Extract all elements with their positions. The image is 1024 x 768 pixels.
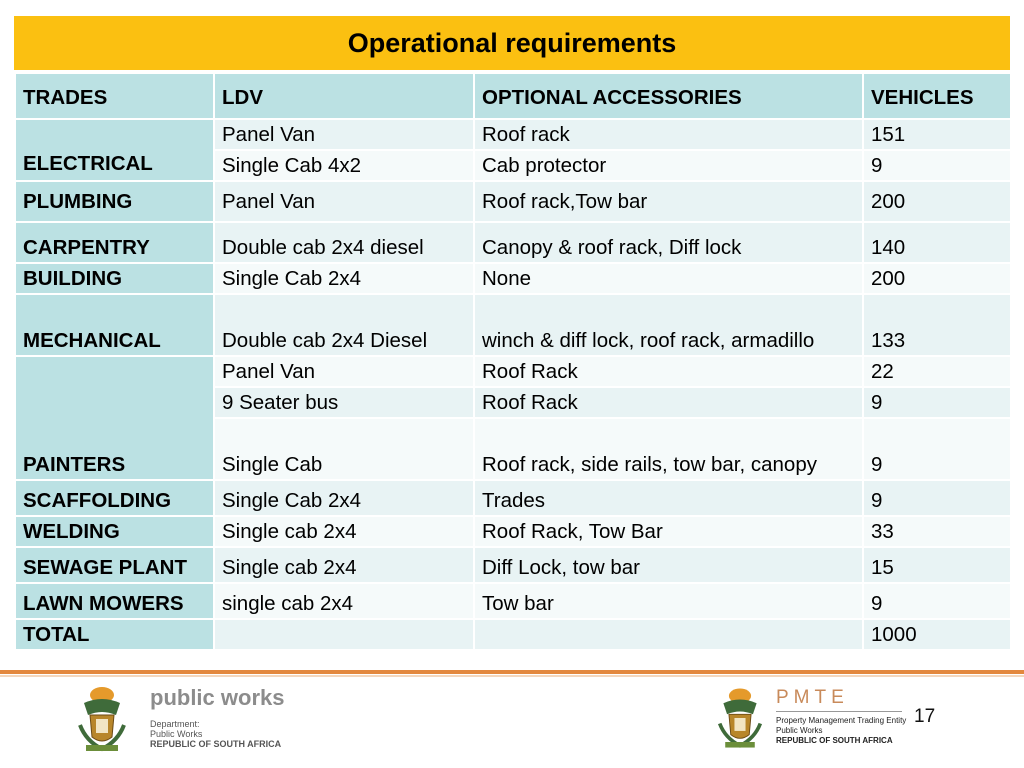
- vehicles-cell: 15: [863, 547, 1011, 583]
- ldv-cell: Single Cab 2x4: [214, 480, 474, 516]
- table-row: [15, 583, 1011, 619]
- vehicles-cell: 9: [863, 387, 1011, 418]
- table-row: [15, 222, 1011, 263]
- pmte-line-3: REPUBLIC OF SOUTH AFRICA: [776, 736, 893, 745]
- table-row: [15, 181, 1011, 222]
- vehicles-cell: 1000: [863, 619, 1011, 650]
- table-row: [15, 516, 1011, 547]
- accessories-cell: Roof Rack: [474, 387, 863, 418]
- vehicles-cell: 151: [863, 119, 1011, 150]
- accessories-cell: None: [474, 263, 863, 294]
- vehicles-cell: 9: [863, 583, 1011, 619]
- table-header-row: [15, 73, 1011, 119]
- accessories-cell: Roof rack,Tow bar: [474, 181, 863, 222]
- ldv-cell: Single Cab: [214, 418, 474, 480]
- table-row: [15, 547, 1011, 583]
- pmte-logo: [716, 684, 916, 756]
- header-trades: TRADES: [15, 73, 214, 119]
- coat-of-arms-icon: [76, 685, 128, 753]
- accessories-cell: Roof Rack, Tow Bar: [474, 516, 863, 547]
- ldv-cell: Single Cab 2x4: [214, 263, 474, 294]
- page-number: 17: [914, 706, 936, 727]
- public-works-wordmark: public works: [150, 685, 285, 710]
- pmte-divider: [776, 711, 902, 712]
- requirements-table: [14, 72, 1012, 651]
- ldv-cell: Panel Van: [214, 119, 474, 150]
- ldv-cell: Single Cab 4x2: [214, 150, 474, 181]
- public-works-logo: [76, 685, 286, 755]
- trade-cell: TOTAL: [15, 619, 214, 650]
- accessories-cell: Roof rack: [474, 119, 863, 150]
- vehicles-cell: 133: [863, 294, 1011, 356]
- trade-cell: SEWAGE PLANT: [15, 547, 214, 583]
- accessories-cell: Diff Lock, tow bar: [474, 547, 863, 583]
- accessories-cell: Roof Rack: [474, 356, 863, 387]
- footer-divider: [0, 670, 1024, 674]
- accessories-cell: Tow bar: [474, 583, 863, 619]
- table-row: [15, 480, 1011, 516]
- table-row: [15, 119, 1011, 150]
- accessories-cell: [474, 619, 863, 650]
- ldv-cell: Single cab 2x4: [214, 547, 474, 583]
- ldv-cell: [214, 619, 474, 650]
- pmte-line-1: Property Management Trading Entity: [776, 716, 907, 725]
- trade-cell: CARPENTRY: [15, 222, 214, 263]
- public-works-line-2: Public Works: [150, 729, 203, 739]
- table-row: [15, 294, 1011, 356]
- ldv-cell: 9 Seater bus: [214, 387, 474, 418]
- header-vehicles: VEHICLES: [863, 73, 1011, 119]
- header-ldv: LDV: [214, 73, 474, 119]
- vehicles-cell: 9: [863, 418, 1011, 480]
- vehicles-cell: 22: [863, 356, 1011, 387]
- accessories-cell: Cab protector: [474, 150, 863, 181]
- table-row: [15, 263, 1011, 294]
- accessories-cell: Trades: [474, 480, 863, 516]
- trade-cell: PLUMBING: [15, 181, 214, 222]
- footer-divider-light: [0, 675, 1024, 677]
- vehicles-cell: 140: [863, 222, 1011, 263]
- trade-cell: SCAFFOLDING: [15, 480, 214, 516]
- trade-cell: PAINTERS: [15, 356, 214, 480]
- vehicles-cell: 33: [863, 516, 1011, 547]
- accessories-cell: winch & diff lock, roof rack, armadillo: [474, 294, 863, 356]
- pmte-wordmark: PMTE: [776, 687, 849, 708]
- vehicles-cell: 9: [863, 150, 1011, 181]
- ldv-cell: Panel Van: [214, 356, 474, 387]
- ldv-cell: Panel Van: [214, 181, 474, 222]
- vehicles-cell: 200: [863, 263, 1011, 294]
- header-optional-accessories: OPTIONAL ACCESSORIES: [474, 73, 863, 119]
- ldv-cell: single cab 2x4: [214, 583, 474, 619]
- pmte-line-2: Public Works: [776, 726, 823, 735]
- table-row: [15, 356, 1011, 387]
- slide-title: Operational requirements: [14, 16, 1010, 70]
- ldv-cell: Single cab 2x4: [214, 516, 474, 547]
- trade-cell: BUILDING: [15, 263, 214, 294]
- coat-of-arms-icon: [716, 684, 764, 752]
- accessories-cell: Roof rack, side rails, tow bar, canopy: [474, 418, 863, 480]
- public-works-line-3: REPUBLIC OF SOUTH AFRICA: [150, 739, 282, 749]
- trade-cell: WELDING: [15, 516, 214, 547]
- accessories-cell: Canopy & roof rack, Diff lock: [474, 222, 863, 263]
- trade-cell: MECHANICAL: [15, 294, 214, 356]
- ldv-cell: Double cab 2x4 Diesel: [214, 294, 474, 356]
- vehicles-cell: 9: [863, 480, 1011, 516]
- ldv-cell: Double cab 2x4 diesel: [214, 222, 474, 263]
- vehicles-cell: 200: [863, 181, 1011, 222]
- trade-cell: LAWN MOWERS: [15, 583, 214, 619]
- public-works-line-1: Department:: [150, 719, 200, 729]
- trade-cell: ELECTRICAL: [15, 119, 214, 181]
- table-row-total: [15, 619, 1011, 650]
